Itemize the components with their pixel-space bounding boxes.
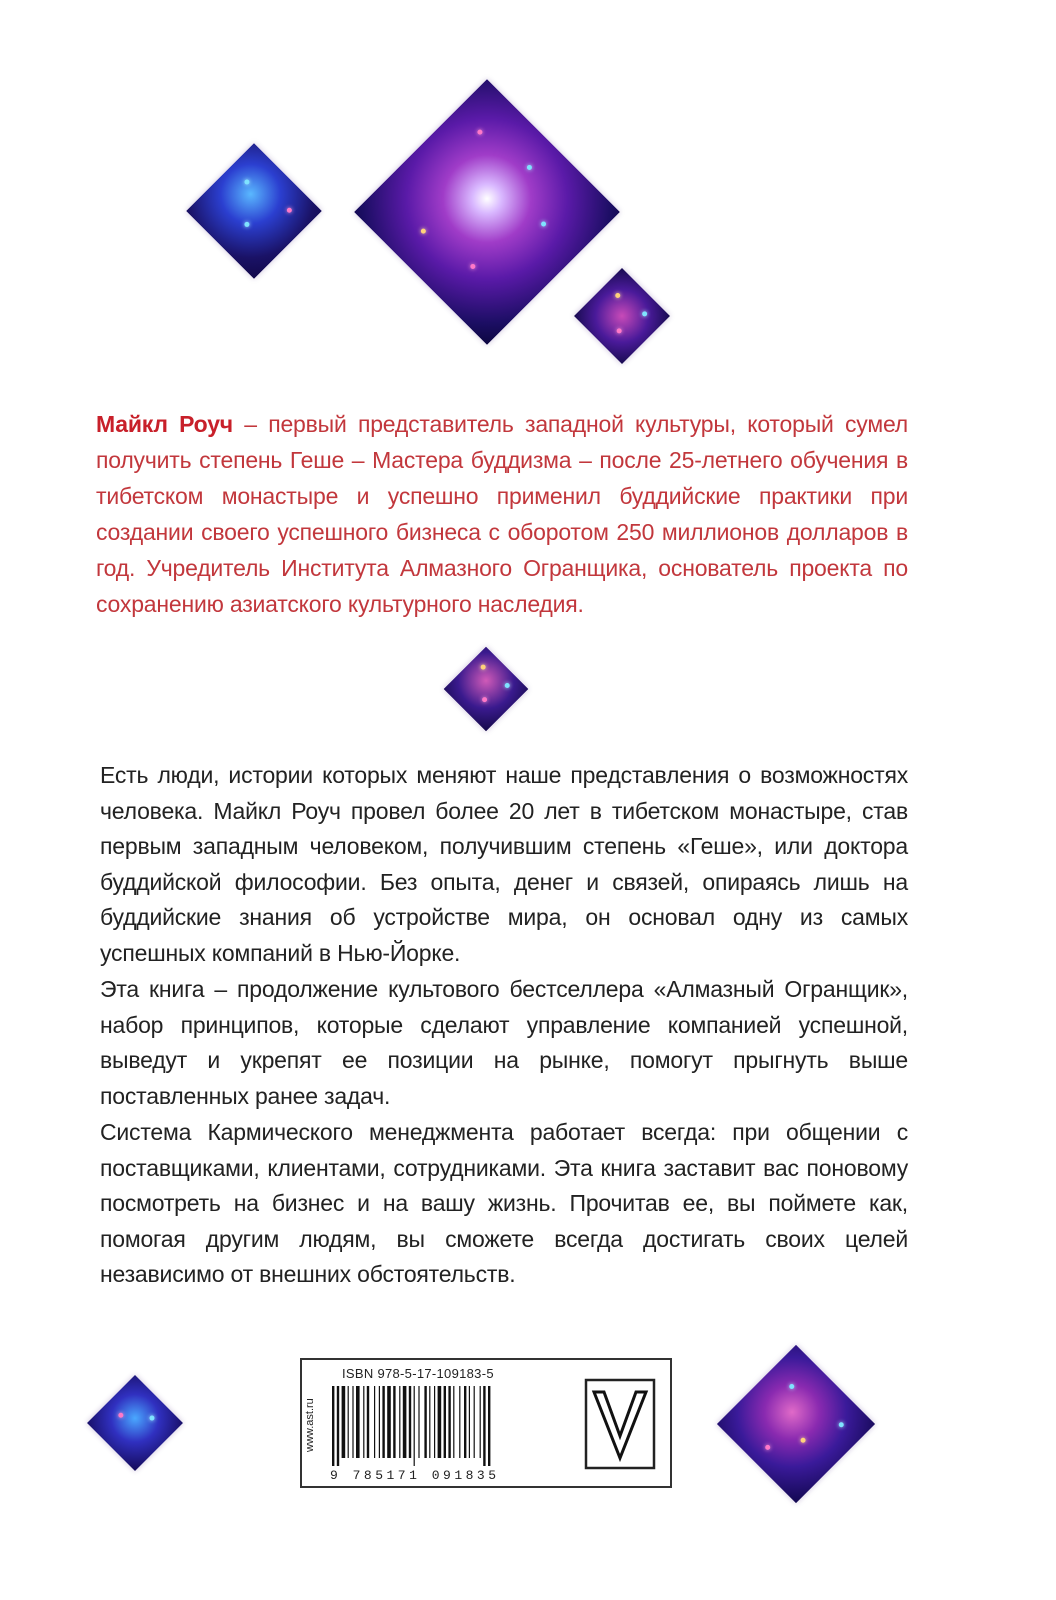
- barcode-bar: [399, 1386, 400, 1458]
- barcode-bar: [337, 1386, 339, 1466]
- barcode-bar: [424, 1386, 426, 1458]
- barcode-bar: [418, 1386, 419, 1458]
- barcode-bar: [464, 1386, 466, 1458]
- diamond-image-bottom-left: [87, 1375, 183, 1471]
- barcode-bar: [434, 1386, 435, 1458]
- book-description: [100, 758, 908, 1294]
- barcode-bar: [488, 1386, 490, 1466]
- diamond-image-top-center: [354, 79, 620, 345]
- diamond-image-top-left: [186, 143, 322, 279]
- barcode-bar: [414, 1386, 415, 1466]
- barcode-bar: [429, 1386, 430, 1458]
- isbn-label: ISBN 978-5-17-109183-5: [342, 1366, 494, 1381]
- diamond-image-top-right: [574, 268, 670, 364]
- barcode-box: [300, 1358, 672, 1488]
- barcode-bar: [352, 1386, 353, 1458]
- author-bio: [96, 406, 908, 622]
- barcode-bar: [393, 1386, 395, 1458]
- barcode-image: [328, 1386, 568, 1466]
- barcode-bar: [444, 1386, 446, 1458]
- author-name: Майкл Роуч: [96, 411, 233, 437]
- barcode-bar: [459, 1386, 460, 1458]
- diamond-image-middle: [444, 647, 529, 732]
- barcode-bar: [367, 1386, 369, 1458]
- description-paragraph: Есть люди, истории которых меняют наше представления о возможностях человека. Майкл Роуч провел более 20 лет в тибетском монастыре, став первым западным человеком, получившим степень «Геше», или доктора буддийской философии. Без опыта, денег и связей, опираясь лишь на буддийские знания об устройстве мира, он основал одну из самых успешных компаний в Нью-Йорке.: [100, 762, 908, 966]
- barcode-bar: [438, 1386, 442, 1458]
- barcode-bar: [448, 1386, 450, 1458]
- barcode-bar: [363, 1386, 364, 1458]
- barcode-digits: 9 785171 091835: [330, 1468, 500, 1483]
- barcode-bar: [342, 1386, 346, 1458]
- description-paragraph: Система Кармического менеджмента работает всегда: при общении с поставщиками, клиентами, сотрудниками. Эта книга заставит вас поновому посмотреть на бизнес и на вашу жизнь. Прочитав ее, вы поймете как, помогая другим людям, вы сможете всегда достигать своих целей независимо от внешних обстоятельств.: [100, 1119, 908, 1287]
- barcode-bar: [374, 1386, 375, 1458]
- author-bio-text: – первый представитель западной культуры, который сумел получить степень Геше – Мастера буддизма – после 25-летнего обучения в тибетском монастыре и успешно применил буддийские практики при создании своего успешного бизнеса с оборотом 250 миллионов долларов в год. Учредитель Института Алмазного Огранщика, основатель проекта по сохранению азиатского культурного наследия.: [96, 411, 908, 617]
- barcode-bar: [483, 1386, 485, 1466]
- barcode-bar: [332, 1386, 334, 1466]
- barcode-bar: [379, 1386, 380, 1458]
- age-mark-v-icon: [584, 1378, 656, 1470]
- barcode-bar: [356, 1386, 360, 1458]
- barcode-bar: [409, 1386, 411, 1458]
- diamond-image-bottom-right: [717, 1345, 875, 1503]
- description-paragraph: Эта книга – продолжение культового бестселлера «Алмазный Огранщик», набор принципов, которые сделают управление компанией успешной, выведут и укрепят ее позиции на рынке, помогут прыгнуть выше поставленных ранее задач.: [100, 976, 908, 1109]
- barcode-bar: [469, 1386, 470, 1458]
- barcode-bar: [382, 1386, 384, 1458]
- barcode-bar: [480, 1386, 481, 1458]
- publisher-url: www.ast.ru: [304, 1398, 316, 1452]
- barcode-bar: [348, 1386, 349, 1458]
- barcode-bar: [387, 1386, 391, 1458]
- barcode-bar: [403, 1386, 407, 1458]
- barcode-bar: [453, 1386, 454, 1458]
- barcode-bar: [474, 1386, 475, 1458]
